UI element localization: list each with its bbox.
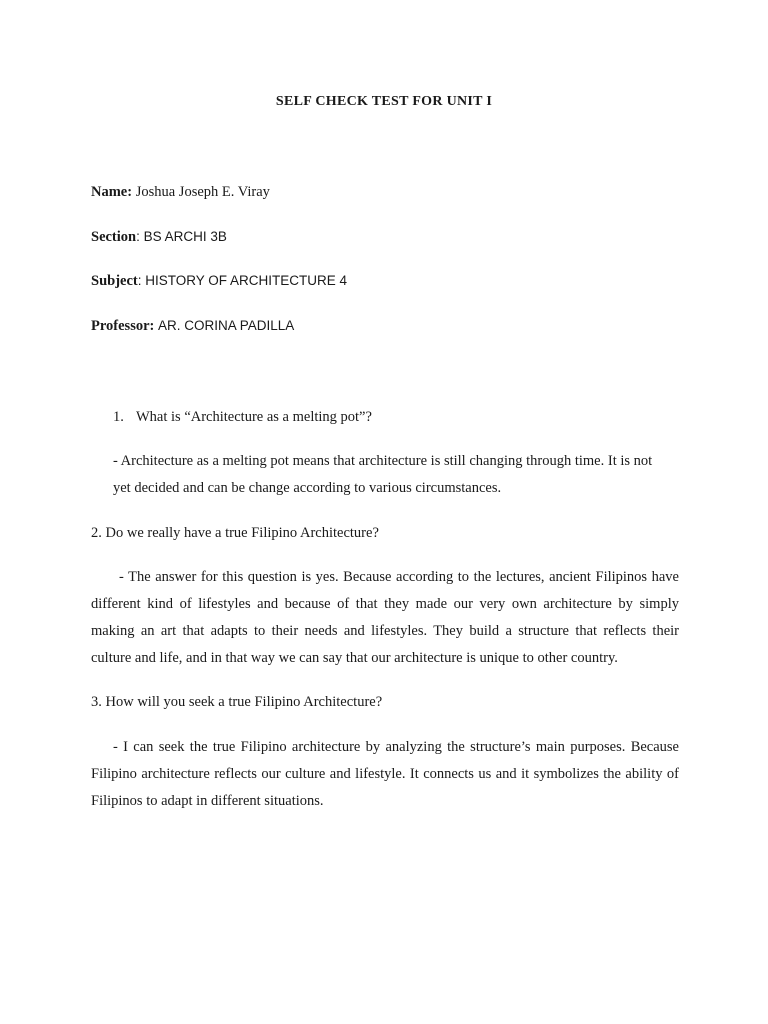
q2-answer — [91, 564, 679, 672]
q3-question: 3. How will you seek a true Filipino Architecture? — [91, 694, 383, 710]
professor-field — [91, 318, 294, 335]
subject-field — [91, 273, 347, 290]
professor-label: Professor: — [91, 318, 155, 334]
q1-answer-line2: yet decided and can be change according to various circumstances. — [113, 480, 502, 496]
name-value: Joshua Joseph E. Viray — [135, 184, 270, 200]
section-value: : BS ARCHI 3B — [136, 229, 227, 244]
section-field — [91, 229, 227, 246]
q3-answer — [91, 734, 679, 815]
name-label: Name: — [91, 184, 133, 200]
q2-question: 2. Do we really have a true Filipino Architecture? — [91, 525, 379, 541]
q1-question: What is “Architecture as a melting pot”? — [136, 409, 372, 425]
q1-answer-line1: - Architecture as a melting pot means that architecture is still changing through time. It is not — [113, 453, 653, 469]
section-label: Section — [91, 229, 137, 245]
subject-label: Subject — [91, 273, 138, 289]
document-title: SELF CHECK TEST FOR UNIT I — [275, 94, 493, 109]
professor-value: AR. CORINA PADILLA — [157, 318, 295, 333]
q3-answer-text: - I can seek the true Filipino architecture by analyzing the structure’s main purposes. Because Filipino architecture reflects our culture and lifestyle. It connects us and it symbolizes the ability of Filipinos to adapt in different situations. — [91, 739, 679, 809]
q1-number: 1. — [113, 409, 124, 425]
q2-answer-text: - The answer for this question is yes. Because according to the lectures, ancient Filipinos have different kind of lifestyles and because of that they made our very own architecture by simply making an art that adapts to their needs and lifestyles. They build a structure that reflects their culture and life, and in that way we can say that our architecture is unique to other country. — [91, 569, 679, 666]
subject-value: : HISTORY OF ARCHITECTURE 4 — [137, 273, 348, 288]
name-field — [91, 184, 270, 201]
